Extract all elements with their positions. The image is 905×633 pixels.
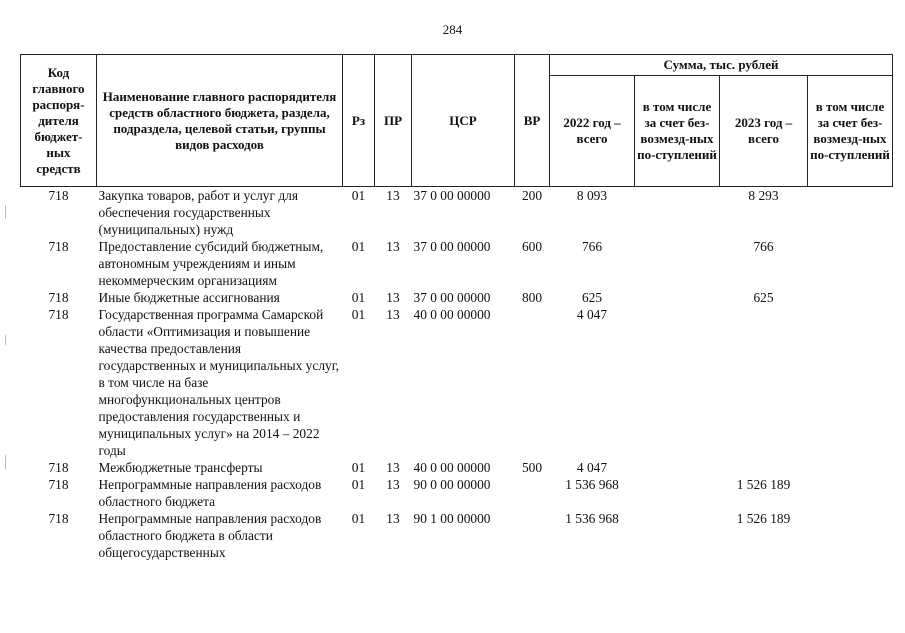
cell-rz: 01 bbox=[351, 239, 366, 254]
cell-pr: 13 bbox=[386, 239, 400, 254]
budget-table bbox=[20, 54, 893, 561]
cell-csr: 90 0 00 00000 bbox=[413, 477, 491, 492]
cell-2023-free bbox=[808, 459, 893, 476]
cell-code: 718 bbox=[48, 188, 69, 203]
table-row bbox=[21, 459, 893, 476]
cell-2022-free bbox=[635, 510, 720, 561]
cell-pr: 13 bbox=[386, 290, 400, 305]
table-row bbox=[21, 476, 893, 510]
cell-2022-total: 1 536 968 bbox=[565, 511, 619, 526]
table-row bbox=[21, 187, 893, 239]
cell-code: 718 bbox=[48, 460, 69, 475]
cell-2022-free bbox=[635, 459, 720, 476]
cell-2022-total: 8 093 bbox=[576, 188, 608, 203]
cell-2022-total: 625 bbox=[581, 290, 603, 305]
page-number: 284 bbox=[442, 22, 463, 37]
table-header bbox=[21, 55, 893, 187]
cell-code: 718 bbox=[48, 477, 69, 492]
cell-2023-free bbox=[808, 510, 893, 561]
cell-2023-total: 625 bbox=[753, 290, 774, 305]
cell-rz: 01 bbox=[351, 290, 366, 305]
cell-2022-free bbox=[635, 187, 720, 239]
cell-code: 718 bbox=[48, 511, 69, 526]
cell-2023-total: 1 526 189 bbox=[736, 511, 791, 526]
cell-csr: 37 0 00 00000 bbox=[413, 290, 491, 305]
scan-margin-mark bbox=[5, 335, 6, 345]
table-row bbox=[21, 510, 893, 561]
cell-2023-total: 766 bbox=[753, 239, 774, 254]
cell-2023-free bbox=[808, 187, 893, 239]
cell-code: 718 bbox=[48, 239, 69, 254]
cell-name: Межбюджетные трансферты bbox=[98, 460, 263, 475]
cell-2022-free bbox=[635, 476, 720, 510]
cell-rz: 01 bbox=[351, 188, 366, 203]
cell-pr: 13 bbox=[386, 511, 400, 526]
header-name: Наименование главного распорядителя средств областного бюджета, раздела, подраздела, целевой статьи, группы видов расходов bbox=[97, 55, 343, 187]
cell-2023-free bbox=[808, 476, 893, 510]
cell-vr: 500 bbox=[521, 460, 543, 475]
cell-2022-total: 4 047 bbox=[576, 460, 608, 475]
header-rz: Рз bbox=[343, 55, 375, 187]
cell-pr: 13 bbox=[386, 460, 400, 475]
cell-2022-total: 4 047 bbox=[576, 307, 608, 322]
cell-2023-total: 8 293 bbox=[748, 188, 779, 203]
cell-2023-total bbox=[720, 306, 808, 459]
cell-2023-total: 1 526 189 bbox=[736, 477, 791, 492]
cell-name: Предоставление субсидий бюджетным, автономным учреждениям и иным некоммерческим организациям bbox=[98, 239, 324, 288]
table-row bbox=[21, 289, 893, 306]
cell-csr: 40 0 00 00000 bbox=[413, 307, 491, 322]
header-code: Код главного распоря-дителя бюджет-ных средств bbox=[21, 55, 97, 187]
cell-vr: 200 bbox=[521, 188, 543, 203]
header-csr: ЦСР bbox=[412, 55, 515, 187]
cell-2022-total: 1 536 968 bbox=[565, 477, 619, 492]
cell-csr: 90 1 00 00000 bbox=[413, 511, 491, 526]
cell-name: Иные бюджетные ассигнования bbox=[98, 290, 280, 305]
cell-vr: 800 bbox=[521, 290, 543, 305]
cell-2023-free bbox=[808, 238, 893, 289]
cell-vr bbox=[515, 510, 550, 561]
cell-2022-free bbox=[635, 306, 720, 459]
cell-2023-free bbox=[808, 289, 893, 306]
cell-rz: 01 bbox=[351, 477, 366, 492]
cell-rz: 01 bbox=[351, 511, 366, 526]
cell-2022-free bbox=[635, 289, 720, 306]
header-2022-total: 2022 год – всего bbox=[550, 76, 635, 187]
cell-2023-free bbox=[808, 306, 893, 459]
scan-margin-mark bbox=[5, 205, 6, 219]
scan-margin-mark bbox=[5, 455, 6, 469]
header-sum-title: Сумма, тыс. рублей bbox=[550, 55, 893, 76]
cell-2023-total bbox=[720, 459, 808, 476]
cell-pr: 13 bbox=[386, 477, 400, 492]
cell-name: Государственная программа Самарской области «Оптимизация и повышение качества предоставления государственных и муниципальных услуг, в том числе на базе многофункциональных центров предоставления государственных и муниципальных услуг» на 2014 – 2022 годы bbox=[98, 307, 340, 458]
header-2023-total: 2023 год – всего bbox=[720, 76, 808, 187]
cell-vr bbox=[515, 306, 550, 459]
cell-2022-free bbox=[635, 238, 720, 289]
cell-rz: 01 bbox=[351, 460, 366, 475]
cell-code: 718 bbox=[48, 307, 69, 322]
header-vr: ВР bbox=[515, 55, 550, 187]
cell-pr: 13 bbox=[386, 307, 400, 322]
table-row bbox=[21, 238, 893, 289]
cell-name: Непрограммные направления расходов областного бюджета в области общегосударственных bbox=[98, 511, 322, 560]
header-pr: ПР bbox=[375, 55, 412, 187]
cell-csr: 37 0 00 00000 bbox=[413, 239, 491, 254]
cell-code: 718 bbox=[48, 290, 69, 305]
cell-2022-total: 766 bbox=[581, 239, 603, 254]
cell-vr: 600 bbox=[521, 239, 543, 254]
cell-pr: 13 bbox=[386, 188, 400, 203]
cell-name: Непрограммные направления расходов областного бюджета bbox=[98, 477, 322, 509]
cell-rz: 01 bbox=[351, 307, 366, 322]
cell-vr bbox=[515, 476, 550, 510]
header-2022-free: в том числе за счет без-возмезд-ных по-ступлений bbox=[635, 76, 720, 187]
header-2023-free: в том числе за счет без-возмезд-ных по-ступлений bbox=[808, 76, 893, 187]
cell-csr: 40 0 00 00000 bbox=[413, 460, 491, 475]
cell-name: Закупка товаров, работ и услуг для обеспечения государственных (муниципальных) нужд bbox=[98, 188, 298, 237]
cell-csr: 37 0 00 00000 bbox=[413, 188, 491, 203]
table-row bbox=[21, 306, 893, 459]
